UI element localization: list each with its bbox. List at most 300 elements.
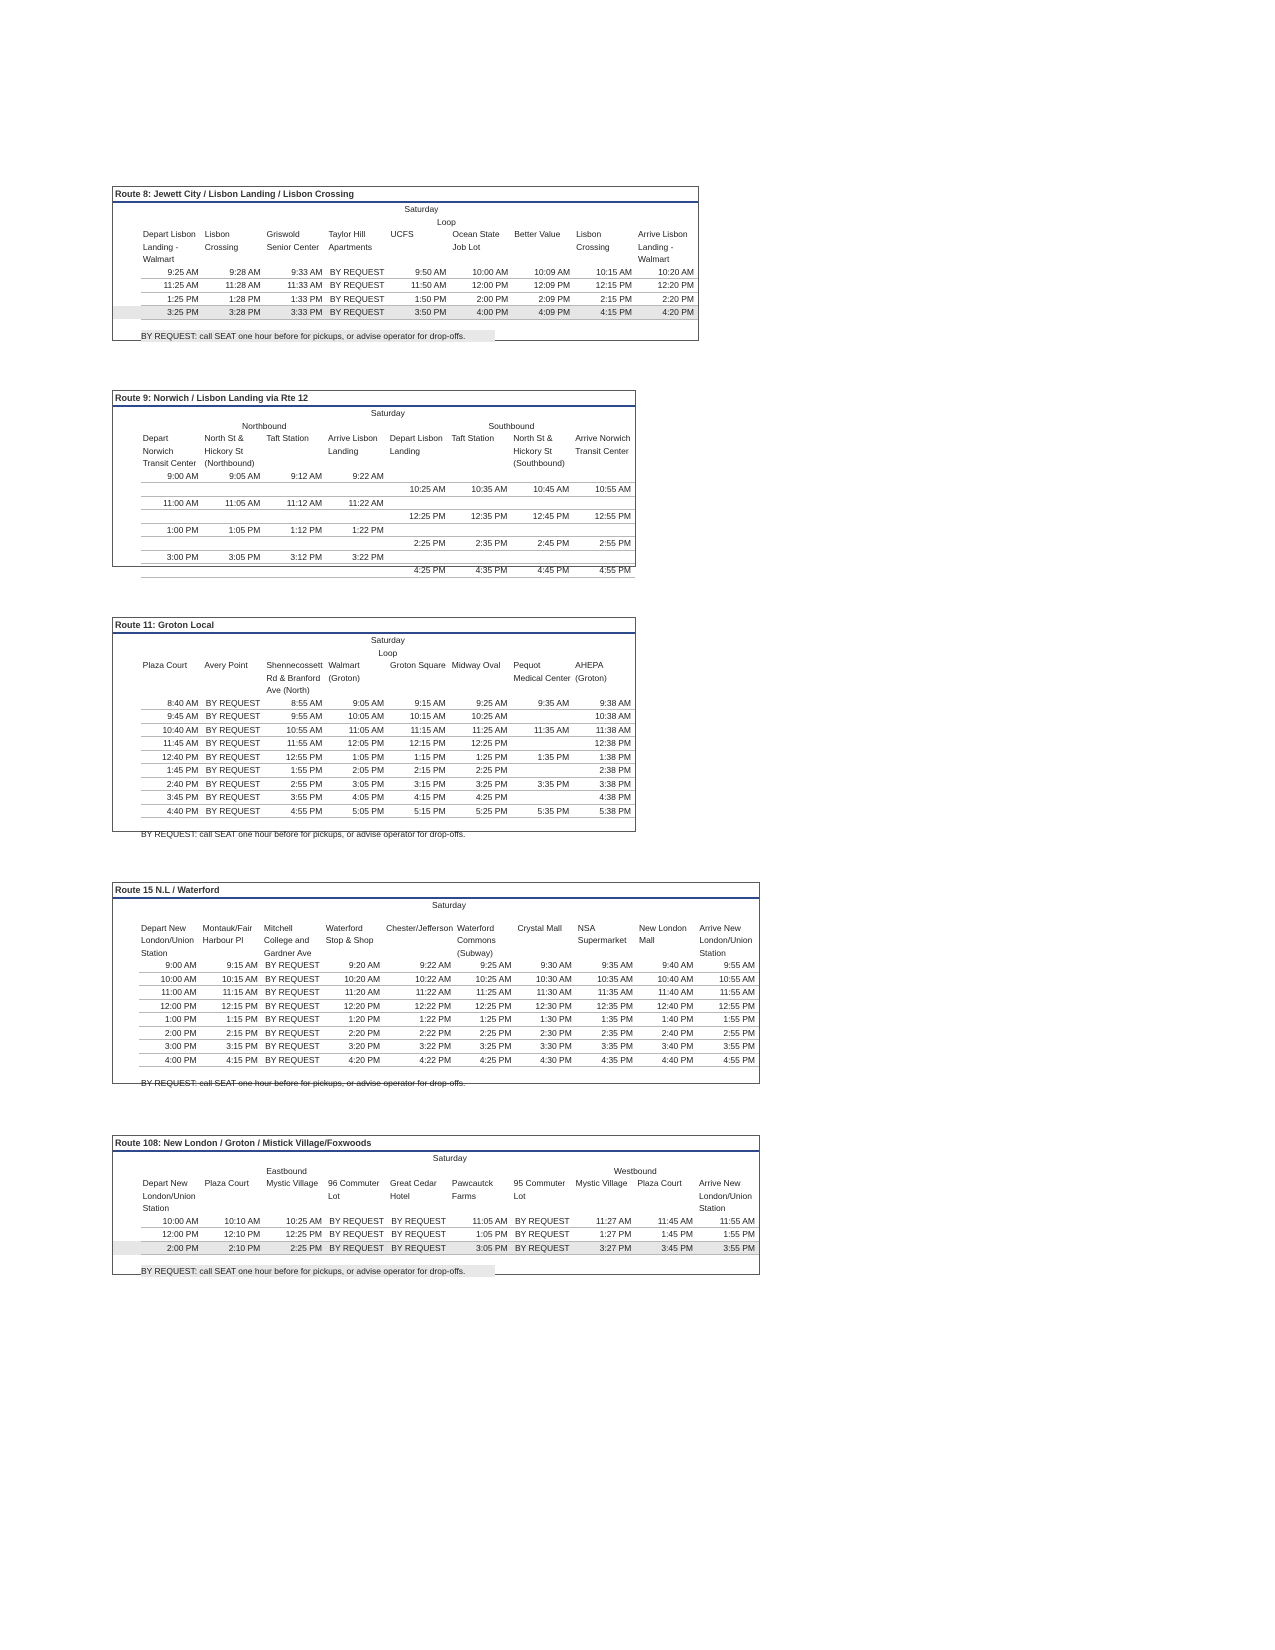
time-cell: 10:15 AM [201, 972, 262, 986]
column-header: Crystal Mall [517, 922, 562, 933]
column-header: Midway Oval [451, 660, 501, 670]
time-cell: 3:05 PM [202, 550, 264, 564]
time-cell: 3:27 PM [574, 1241, 636, 1255]
route-8-schedule [112, 186, 699, 341]
time-cell [388, 496, 450, 510]
time-cell: BY REQUEST [388, 1228, 450, 1242]
time-cell: BY REQUEST [202, 764, 264, 778]
column-header: New London Mall [639, 922, 687, 945]
time-cell: 10:55 AM [697, 972, 759, 986]
time-cell: 12:15 PM [201, 999, 262, 1013]
time-cell: 12:20 PM [636, 279, 698, 293]
row-spacer [113, 279, 141, 293]
time-cell: 9:35 AM [576, 959, 637, 972]
time-cell: 3:28 PM [203, 306, 265, 320]
table-row [113, 959, 759, 972]
table-row [113, 750, 635, 764]
schedule-body [113, 470, 635, 578]
time-cell: 3:45 PM [141, 791, 203, 805]
route-11-schedule [112, 617, 636, 839]
time-cell: 11:22 AM [326, 496, 388, 510]
time-cell: 9:50 AM [388, 266, 450, 279]
time-cell: BY REQUEST [202, 791, 264, 805]
time-cell: 1:15 PM [201, 1013, 262, 1027]
time-cell: 3:55 PM [264, 791, 326, 805]
time-cell: 4:25 PM [450, 791, 512, 805]
row-spacer [113, 292, 141, 306]
time-cell: BY REQUEST [326, 306, 388, 320]
time-cell: 9:12 AM [264, 470, 326, 483]
time-cell [450, 496, 512, 510]
time-cell: 9:15 AM [201, 959, 262, 972]
time-cell: 1:05 PM [450, 1228, 512, 1242]
table-row [113, 972, 759, 986]
time-cell: 5:25 PM [450, 804, 512, 818]
schedule-body [113, 266, 698, 320]
time-cell: 9:55 AM [264, 710, 326, 724]
time-cell: 12:35 PM [576, 999, 637, 1013]
time-cell [450, 470, 512, 483]
time-cell: 3:33 PM [265, 306, 327, 320]
row-spacer [113, 550, 141, 564]
time-cell: 8:55 AM [264, 697, 326, 710]
time-cell: 10:00 AM [141, 1215, 203, 1228]
by-request-note: BY REQUEST: call SEAT one hour before for pickups, or advise operator for drop-offs. [141, 1265, 495, 1277]
by-request-note: BY REQUEST: call SEAT one hour before for pickups, or advise operator for drop-offs. [141, 1078, 466, 1088]
time-cell: 3:12 PM [264, 550, 326, 564]
column-header: Plaza Court [142, 660, 188, 670]
time-cell [573, 523, 635, 537]
time-cell: BY REQUEST [326, 279, 388, 293]
time-cell [202, 483, 264, 497]
time-cell [511, 496, 573, 510]
time-cell [511, 470, 573, 483]
time-cell: 3:38 PM [573, 777, 635, 791]
row-spacer [113, 777, 141, 791]
column-header: Depart Norwich Transit Center [142, 433, 197, 468]
column-header: Plaza Court [637, 1178, 682, 1188]
time-cell: 10:25 AM [388, 483, 450, 497]
table-row [113, 1013, 759, 1027]
column-header: Lisbon Crossing [576, 229, 610, 252]
time-cell: 3:25 PM [455, 1040, 515, 1054]
column-header: Depart Lisbon Landing - Walmart [142, 229, 196, 264]
time-cell: 5:15 PM [388, 804, 450, 818]
time-cell: 1:33 PM [265, 292, 327, 306]
time-cell: 4:40 PM [637, 1053, 697, 1067]
time-cell: 3:15 PM [201, 1040, 262, 1054]
table-row [113, 470, 635, 483]
time-cell: BY REQUEST [388, 1241, 450, 1255]
table-row [113, 723, 635, 737]
time-cell [141, 564, 203, 578]
time-cell: 11:35 AM [576, 986, 637, 1000]
time-cell: 2:09 PM [512, 292, 574, 306]
time-cell: BY REQUEST [262, 972, 324, 986]
time-cell: 9:28 AM [203, 266, 265, 279]
row-spacer [113, 1228, 141, 1242]
time-cell: 2:55 PM [264, 777, 326, 791]
time-cell: 3:35 PM [576, 1040, 637, 1054]
time-cell: 9:33 AM [265, 266, 327, 279]
table-row [113, 1228, 759, 1242]
time-cell: 2:45 PM [511, 537, 573, 551]
time-cell: BY REQUEST [262, 959, 324, 972]
time-cell: 4:25 PM [455, 1053, 515, 1067]
time-cell: 10:25 AM [264, 1215, 326, 1228]
time-cell: BY REQUEST [512, 1228, 574, 1242]
table-row [113, 266, 698, 279]
column-header: Arrive New London/Union Station [699, 1178, 752, 1213]
schedule-table [113, 899, 759, 1067]
time-cell: 4:35 PM [576, 1053, 637, 1067]
row-spacer [113, 791, 141, 805]
time-cell: 1:25 PM [141, 292, 203, 306]
time-cell: 2:05 PM [326, 764, 388, 778]
time-cell: 4:38 PM [573, 791, 635, 805]
time-cell [388, 523, 450, 537]
time-cell: 10:22 AM [384, 972, 455, 986]
time-cell: 10:38 AM [573, 710, 635, 724]
schedule-table [113, 407, 635, 578]
column-header: North St & Hickory St (Southbound) [513, 433, 565, 468]
time-cell [388, 470, 450, 483]
time-cell: 2:35 PM [450, 537, 512, 551]
time-cell [573, 470, 635, 483]
time-cell: 9:25 AM [450, 697, 512, 710]
time-cell: 3:30 PM [515, 1040, 575, 1054]
time-cell: 5:05 PM [326, 804, 388, 818]
row-spacer [113, 510, 141, 524]
time-cell: 10:00 AM [450, 266, 512, 279]
route-title: Route 108: New London / Groton / Mistick Village/Foxwoods [113, 1136, 759, 1152]
time-cell: 9:00 AM [141, 470, 203, 483]
time-cell [141, 483, 203, 497]
time-cell [573, 496, 635, 510]
time-cell: 11:25 AM [455, 986, 515, 1000]
time-cell: BY REQUEST [202, 723, 264, 737]
header-row [113, 228, 698, 266]
time-cell: 12:30 PM [515, 999, 575, 1013]
time-cell: 12:40 PM [637, 999, 697, 1013]
time-cell: 11:30 AM [515, 986, 575, 1000]
time-cell: 9:35 AM [511, 697, 573, 710]
table-row [113, 279, 698, 293]
time-cell: 2:10 PM [203, 1241, 265, 1255]
row-spacer [113, 804, 141, 818]
column-header: Pequot Medical Center [513, 660, 571, 683]
time-cell: 9:25 AM [455, 959, 515, 972]
table-row [113, 986, 759, 1000]
schedule-table [113, 203, 698, 320]
time-cell: 2:15 PM [574, 292, 636, 306]
table-row [113, 564, 635, 578]
time-cell: 3:25 PM [450, 777, 512, 791]
table-row [113, 1053, 759, 1067]
row-spacer [113, 723, 141, 737]
time-cell: 12:25 PM [264, 1228, 326, 1242]
time-cell: 1:45 PM [141, 764, 203, 778]
time-cell: 12:15 PM [388, 737, 450, 751]
column-header: 95 Commuter Lot [513, 1178, 566, 1201]
time-cell: 11:55 AM [264, 737, 326, 751]
column-header: Taylor Hill Apartments [328, 229, 372, 252]
time-cell: 9:30 AM [515, 959, 575, 972]
column-header: Groton Square [390, 660, 446, 670]
row-spacer [113, 266, 141, 279]
time-cell: 11:05 AM [450, 1215, 512, 1228]
time-cell [141, 510, 203, 524]
time-cell: 10:15 AM [388, 710, 450, 724]
table-row [113, 1241, 759, 1255]
time-cell: 3:55 PM [697, 1040, 759, 1054]
route-9-schedule [112, 390, 636, 575]
schedule-table [113, 634, 635, 818]
column-header: Plaza Court [204, 1178, 249, 1188]
time-cell: 12:55 PM [264, 750, 326, 764]
time-cell: 4:05 PM [326, 791, 388, 805]
time-cell: 2:15 PM [201, 1026, 262, 1040]
time-cell [202, 537, 264, 551]
column-header: Lisbon Crossing [204, 229, 239, 252]
time-cell: 10:35 AM [450, 483, 512, 497]
column-header: North St & Hickory St (Northbound) [204, 433, 255, 468]
time-cell: BY REQUEST [326, 1215, 388, 1228]
time-cell [264, 510, 326, 524]
time-cell: 4:00 PM [139, 1053, 201, 1067]
time-cell: 2:30 PM [515, 1026, 575, 1040]
time-cell: 2:35 PM [576, 1026, 637, 1040]
time-cell [326, 510, 388, 524]
table-row [113, 697, 635, 710]
time-cell: BY REQUEST [202, 737, 264, 751]
time-cell: 1:00 PM [141, 523, 203, 537]
time-cell: 11:22 AM [384, 986, 455, 1000]
time-cell: 4:22 PM [384, 1053, 455, 1067]
time-cell [450, 523, 512, 537]
time-cell: 12:20 PM [324, 999, 384, 1013]
time-cell: 10:35 AM [576, 972, 637, 986]
time-cell: BY REQUEST [262, 1013, 324, 1027]
time-cell: 2:40 PM [141, 777, 203, 791]
time-cell: 1:45 PM [635, 1228, 697, 1242]
time-cell: 10:20 AM [636, 266, 698, 279]
eastbound-label: Eastbound [266, 1165, 307, 1176]
time-cell [388, 550, 450, 564]
time-cell: 9:05 AM [326, 697, 388, 710]
header-row [113, 922, 759, 960]
day-label: Saturday [404, 204, 439, 214]
time-cell: 11:45 AM [635, 1215, 697, 1228]
schedule-table [113, 1152, 759, 1255]
time-cell: 2:25 PM [450, 764, 512, 778]
loop-label: Loop [436, 216, 456, 227]
time-cell: BY REQUEST [512, 1215, 574, 1228]
time-cell: 11:33 AM [265, 279, 327, 293]
schedule-body [113, 697, 635, 818]
column-header: Taft Station [451, 433, 495, 443]
time-cell: 3:20 PM [324, 1040, 384, 1054]
time-cell: 10:25 AM [450, 710, 512, 724]
day-label: Saturday [370, 408, 405, 418]
time-cell: 2:00 PM [139, 1026, 201, 1040]
time-cell [511, 550, 573, 564]
column-header: Arrive New London/Union Station [699, 922, 753, 958]
time-cell: BY REQUEST [202, 804, 264, 818]
time-cell: 1:27 PM [574, 1228, 636, 1242]
time-cell: 12:25 PM [388, 510, 450, 524]
row-spacer [113, 470, 141, 483]
time-cell: 11:00 AM [141, 496, 203, 510]
time-cell: BY REQUEST [512, 1241, 574, 1255]
column-header: Ocean State Job Lot [452, 229, 500, 252]
time-cell: 12:15 PM [574, 279, 636, 293]
header-row [113, 1177, 759, 1215]
time-cell [511, 523, 573, 537]
table-row [113, 764, 635, 778]
time-cell: 11:38 AM [573, 723, 635, 737]
route-108-schedule [112, 1135, 760, 1275]
time-cell: BY REQUEST [202, 750, 264, 764]
time-cell: 2:20 PM [636, 292, 698, 306]
column-header: Mystic Village [266, 1178, 319, 1188]
column-header: Arrive Lisbon Landing - Walmart [638, 229, 688, 264]
time-cell: 12:10 PM [203, 1228, 265, 1242]
column-header: Depart New London/Union Station [142, 1178, 196, 1213]
time-cell: 2:25 PM [264, 1241, 326, 1255]
time-cell: 2:15 PM [388, 764, 450, 778]
time-cell [264, 564, 326, 578]
time-cell: BY REQUEST [326, 1241, 388, 1255]
row-spacer [113, 483, 141, 497]
row-spacer [113, 564, 141, 578]
time-cell: BY REQUEST [202, 697, 264, 710]
time-cell: 9:20 AM [324, 959, 384, 972]
time-cell: 11:25 AM [450, 723, 512, 737]
time-cell: 4:20 PM [636, 306, 698, 320]
time-cell: 4:35 PM [450, 564, 512, 578]
row-spacer [113, 972, 139, 986]
table-row [113, 292, 698, 306]
time-cell: BY REQUEST [262, 999, 324, 1013]
column-header: Depart New London/Union Station [141, 922, 194, 958]
time-cell: 12:09 PM [512, 279, 574, 293]
time-cell: 2:55 PM [573, 537, 635, 551]
time-cell: 3:05 PM [326, 777, 388, 791]
time-cell: 10:55 AM [573, 483, 635, 497]
time-cell: 11:15 AM [388, 723, 450, 737]
table-row [113, 483, 635, 497]
time-cell: 4:15 PM [201, 1053, 262, 1067]
time-cell: 10:25 AM [455, 972, 515, 986]
time-cell: 12:40 PM [141, 750, 203, 764]
northbound-label: Northbound [242, 420, 287, 431]
time-cell: 1:15 PM [388, 750, 450, 764]
time-cell: 2:25 PM [455, 1026, 515, 1040]
time-cell: 12:25 PM [450, 737, 512, 751]
time-cell: 1:40 PM [637, 1013, 697, 1027]
time-cell: 2:40 PM [637, 1026, 697, 1040]
table-row [113, 710, 635, 724]
time-cell: 1:35 PM [576, 1013, 637, 1027]
time-cell [202, 510, 264, 524]
by-request-note: BY REQUEST: call SEAT one hour before for pickups, or advise operator for drop-offs. [141, 829, 466, 839]
time-cell: 4:45 PM [511, 564, 573, 578]
time-cell: 3:35 PM [511, 777, 573, 791]
time-cell: 1:38 PM [573, 750, 635, 764]
row-spacer [113, 710, 141, 724]
column-header: Depart Lisbon Landing [389, 433, 443, 456]
row-spacer [113, 1040, 139, 1054]
time-cell: 12:55 PM [573, 510, 635, 524]
header-row [113, 659, 635, 697]
time-cell: 3:00 PM [139, 1040, 201, 1054]
row-spacer [113, 999, 139, 1013]
header-row [113, 432, 635, 470]
time-cell: 11:55 AM [697, 986, 759, 1000]
time-cell: 3:55 PM [697, 1241, 759, 1255]
time-cell: 12:35 PM [450, 510, 512, 524]
column-header: Avery Point [204, 660, 248, 670]
time-cell: 1:55 PM [697, 1228, 759, 1242]
time-cell: 3:40 PM [637, 1040, 697, 1054]
time-cell: 3:05 PM [450, 1241, 512, 1255]
time-cell: 9:40 AM [637, 959, 697, 972]
time-cell: 4:55 PM [573, 564, 635, 578]
time-cell: BY REQUEST [326, 292, 388, 306]
time-cell [141, 537, 203, 551]
time-cell: 2:38 PM [573, 764, 635, 778]
row-spacer [113, 1013, 139, 1027]
time-cell [511, 764, 573, 778]
day-label: Saturday [431, 900, 467, 910]
time-cell: 10:40 AM [637, 972, 697, 986]
time-cell [511, 737, 573, 751]
time-cell: BY REQUEST [262, 986, 324, 1000]
time-cell [326, 564, 388, 578]
time-cell: 11:27 AM [574, 1215, 636, 1228]
time-cell: 1:55 PM [697, 1013, 759, 1027]
time-cell [264, 483, 326, 497]
time-cell: 11:25 AM [141, 279, 203, 293]
time-cell: BY REQUEST [202, 777, 264, 791]
day-label: Saturday [370, 635, 405, 645]
row-spacer [113, 537, 141, 551]
time-cell: 4:40 PM [141, 804, 203, 818]
column-header: Mystic Village [575, 1178, 628, 1188]
schedule-body [113, 1215, 759, 1255]
time-cell [326, 537, 388, 551]
row-spacer [113, 697, 141, 710]
time-cell: 11:55 AM [697, 1215, 759, 1228]
table-row [113, 1215, 759, 1228]
time-cell: 1:30 PM [515, 1013, 575, 1027]
time-cell: 11:45 AM [141, 737, 203, 751]
time-cell: 4:55 PM [697, 1053, 759, 1067]
time-cell: 2:00 PM [450, 292, 512, 306]
row-spacer [113, 737, 141, 751]
row-spacer [113, 750, 141, 764]
column-header: Pawcautck Farms [451, 1178, 494, 1201]
table-row [113, 777, 635, 791]
column-header: Arrive Lisbon Landing [328, 433, 378, 456]
time-cell: 9:05 AM [202, 470, 264, 483]
time-cell: 1:28 PM [203, 292, 265, 306]
time-cell: 8:40 AM [141, 697, 203, 710]
time-cell: 12:00 PM [141, 1228, 203, 1242]
time-cell: 4:20 PM [324, 1053, 384, 1067]
time-cell: 2:55 PM [697, 1026, 759, 1040]
